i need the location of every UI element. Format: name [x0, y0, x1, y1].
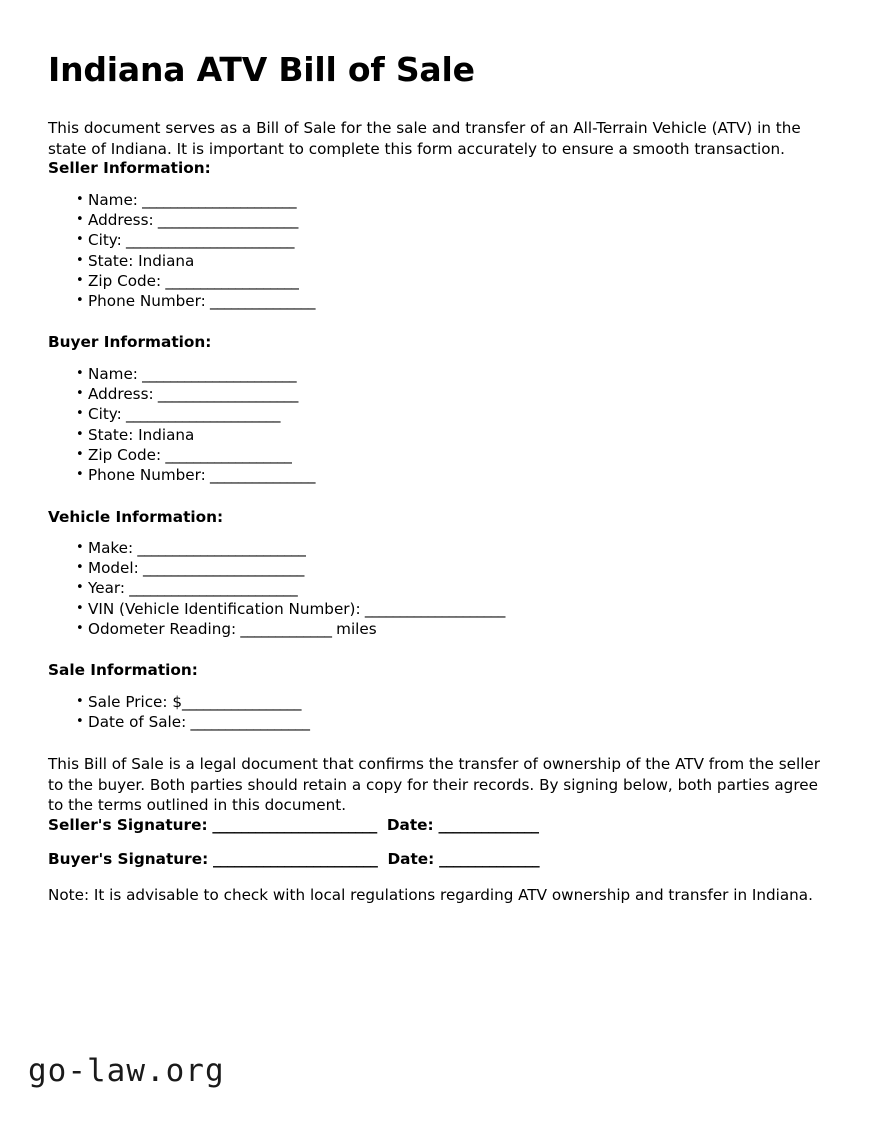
- field-label: State:: [88, 251, 134, 270]
- field-blank: ____________________: [360, 599, 505, 618]
- page-title: Indiana ATV Bill of Sale: [48, 50, 475, 89]
- buyer-date-blank: ______________: [434, 850, 540, 869]
- field-label: City:: [88, 405, 122, 424]
- seller-signature-label: Seller's Signature:: [48, 815, 208, 834]
- field-blank: ______________________: [137, 190, 297, 209]
- list-item: [48, 445, 820, 465]
- field-blank: ________________________: [121, 231, 294, 250]
- buyer-signature-blank: _______________________: [208, 850, 378, 869]
- list-item: [48, 599, 820, 619]
- list-item: [48, 425, 820, 445]
- buyer-field-list: [48, 364, 820, 486]
- field-blank: _________________: [186, 713, 310, 732]
- field-label: Sale Price: $: [88, 692, 182, 711]
- list-item: [48, 404, 820, 424]
- seller-section-heading: Seller Information:: [48, 159, 211, 178]
- buyer-signature-row: [48, 850, 820, 868]
- field-label: Phone Number:: [88, 292, 206, 311]
- list-item: [48, 271, 820, 291]
- field-label: Zip Code:: [88, 271, 162, 290]
- seller-field-list: [48, 190, 820, 312]
- intro-paragraph: This document serves as a Bill of Sale for the sale and transfer of an All-Terrain Vehicle (ATV) in the state of Indiana. It is important to complete this form accurately to ensure a smooth transaction.: [48, 119, 801, 158]
- list-item: [48, 558, 820, 578]
- seller-date-blank: ______________: [433, 815, 539, 834]
- field-label: Address:: [88, 385, 154, 404]
- list-item: [48, 190, 820, 210]
- field-label: Date of Sale:: [88, 713, 187, 732]
- site-watermark: go-law.org: [28, 1053, 225, 1089]
- sale-section-heading: Sale Information:: [48, 661, 198, 680]
- vehicle-field-list: [48, 538, 820, 639]
- list-item: [48, 712, 820, 732]
- field-label: Phone Number:: [88, 466, 206, 485]
- field-label: VIN (Vehicle Identification Number):: [88, 599, 361, 618]
- list-item: [48, 251, 820, 271]
- field-label: Name:: [88, 364, 138, 383]
- field-suffix: miles: [331, 620, 377, 639]
- list-item: [48, 291, 820, 311]
- document-content: [48, 52, 820, 905]
- field-blank: ________________________: [133, 538, 306, 557]
- field-label: Make:: [88, 538, 134, 557]
- field-value: Indiana: [133, 425, 195, 444]
- list-item: [48, 578, 820, 598]
- vehicle-section-heading: Vehicle Information:: [48, 507, 224, 526]
- field-blank: ______________________: [137, 364, 297, 383]
- field-label: Year:: [88, 579, 126, 598]
- list-item: [48, 384, 820, 404]
- field-label: Name:: [88, 190, 138, 209]
- field-blank: _______________: [205, 292, 315, 311]
- field-blank: _______________________: [138, 559, 304, 578]
- field-label: State:: [88, 425, 134, 444]
- field-label: City:: [88, 231, 122, 250]
- note-paragraph: Note: It is advisable to check with local regulations regarding ATV ownership and transfer in Indiana.: [48, 885, 813, 904]
- list-item: [48, 230, 820, 250]
- list-item: [48, 364, 820, 384]
- seller-date-label: Date:: [386, 815, 434, 834]
- field-blank: _______________: [205, 466, 315, 485]
- field-blank: ______________________: [121, 405, 280, 424]
- buyer-signature-label: Buyer's Signature:: [48, 850, 209, 869]
- list-item: [48, 210, 820, 230]
- list-item: [48, 465, 820, 485]
- field-label: Address:: [88, 210, 154, 229]
- buyer-section-heading: Buyer Information:: [48, 333, 212, 352]
- buyer-date-label: Date:: [387, 850, 435, 869]
- field-blank: __________________: [161, 445, 292, 464]
- closing-paragraph: This Bill of Sale is a legal document that confirms the transfer of ownership of the ATV from the seller to the buyer. Both parties should retain a copy for their records. By signing below, both parties agree to the terms outlined in this document.: [48, 755, 821, 815]
- field-label: Odometer Reading:: [88, 620, 237, 639]
- field-label: Zip Code:: [88, 445, 162, 464]
- field-blank: ____________________: [153, 210, 298, 229]
- seller-signature-row: [48, 816, 820, 834]
- field-blank: ________________________: [125, 579, 298, 598]
- field-value: Indiana: [133, 251, 195, 270]
- list-item: [48, 692, 820, 712]
- field-blank: _____________: [236, 620, 332, 639]
- seller-signature-blank: _______________________: [207, 815, 377, 834]
- field-blank: _________________: [182, 692, 301, 711]
- field-blank: ____________________: [153, 385, 298, 404]
- field-blank: ___________________: [161, 271, 299, 290]
- list-item: [48, 538, 820, 558]
- sale-field-list: [48, 692, 820, 733]
- list-item: [48, 619, 820, 639]
- field-label: Model:: [88, 559, 139, 578]
